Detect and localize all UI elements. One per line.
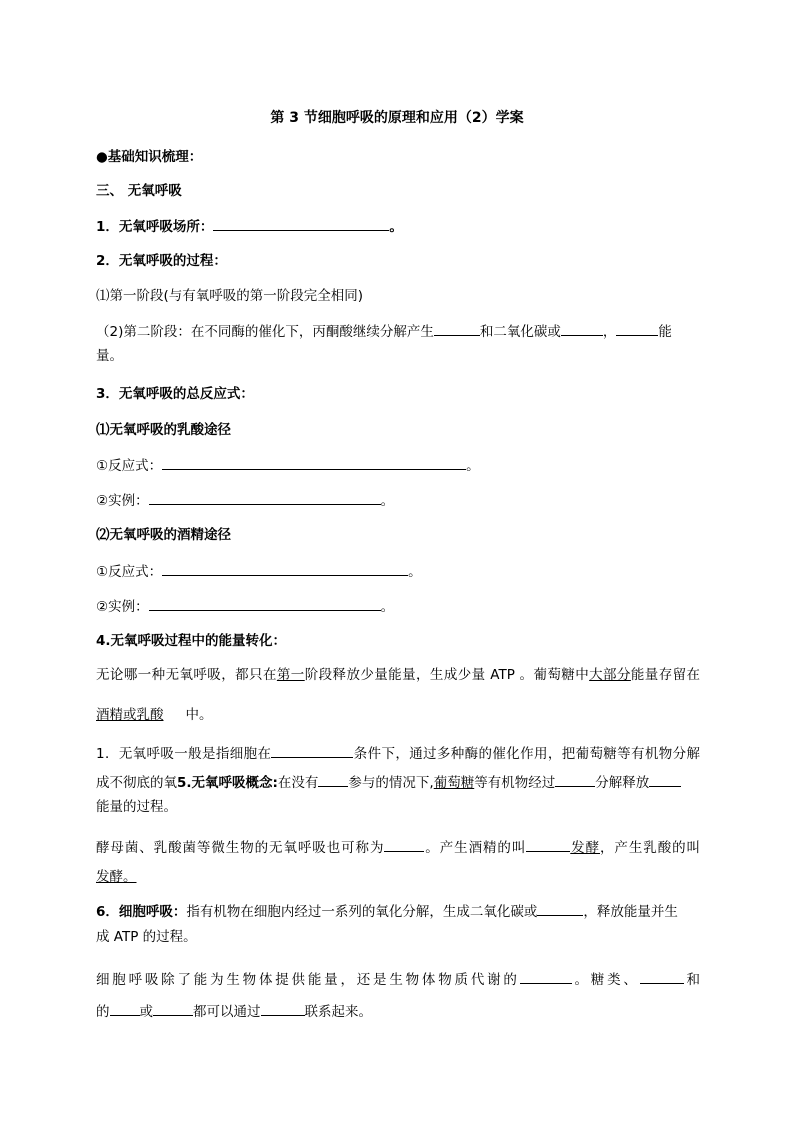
q3-lactic-example: ②实例： 。 xyxy=(96,490,700,511)
q7-blank-class[interactable] xyxy=(640,969,684,984)
q7-line1: 细胞呼吸除了能为生物体提供能量，还是生物体物质代谢的 。糖类、 和 xyxy=(96,969,700,990)
q2-stage2-line: （2)第二阶段：在不同酶的催化下，丙酮酸继续分解产生 和二氧化碳或 ， 能 xyxy=(96,321,700,342)
q1-label: 1．无氧呼吸场所： xyxy=(96,219,214,235)
section-heading: ●基础知识梳理： xyxy=(96,149,203,165)
q5-blank-condition[interactable] xyxy=(271,743,353,758)
page-title: 第 3 节细胞呼吸的原理和应用（2）学案 xyxy=(270,110,524,126)
q3-lactic-equation: ①反应式： 。 xyxy=(96,455,700,476)
part-three-heading: 三、 无氧呼吸 xyxy=(96,183,182,199)
q7-blank-3[interactable] xyxy=(261,1001,305,1016)
q3-lactic-heading: ⑴无氧呼吸的乳酸途径 xyxy=(96,422,231,438)
q4-paragraph-line1: 无论哪一种无氧呼吸，都只在第一阶段释放少量能量，生成少量 ATP 。葡萄糖中大部分能量存留在 xyxy=(96,667,701,683)
q5-blank-oxygen[interactable] xyxy=(318,772,348,787)
q3-alcohol-heading: ⑵无氧呼吸的酒精途径 xyxy=(96,527,231,543)
q7-line2: 的 或 都可以通过 联系起来。 xyxy=(96,1001,700,1022)
alcohol-example-blank[interactable] xyxy=(149,596,381,611)
q4-heading: 4.无氧呼吸过程中的能量转化： xyxy=(96,633,287,649)
q6-blank[interactable] xyxy=(537,901,583,916)
q2-blank-2[interactable] xyxy=(561,321,603,336)
lactic-equation-blank[interactable] xyxy=(162,455,466,470)
q5b-line2: 发酵。 xyxy=(96,869,137,885)
q5b-blank-ferment[interactable] xyxy=(384,837,424,852)
q1-line: 1．无氧呼吸场所： 。 xyxy=(96,216,700,237)
q7-blank-hub[interactable] xyxy=(520,969,572,984)
q2-stage2-cont: 量。 xyxy=(96,348,123,364)
q7-blank-2[interactable] xyxy=(153,1001,193,1016)
q5-blank-release[interactable] xyxy=(649,772,681,787)
alcohol-equation-blank[interactable] xyxy=(162,561,408,576)
q6-line1: 6．细胞呼吸：指有机物在细胞内经过一系列的氧化分解，生成二氧化碳或 ，释放能量并生 xyxy=(96,901,700,922)
q5-line1: 1．无氧呼吸一般是指细胞在 条件下，通过多种酶的催化作用，把葡萄糖等有机物分解 xyxy=(96,743,700,764)
q7-blank-1[interactable] xyxy=(110,1001,140,1016)
q2-blank-1[interactable] xyxy=(434,321,480,336)
q5-line3: 能量的过程。 xyxy=(96,799,177,815)
q2-blank-3[interactable] xyxy=(616,321,658,336)
q3-heading: 3．无氧呼吸的总反应式： xyxy=(96,386,254,402)
lactic-example-blank[interactable] xyxy=(149,490,381,505)
q5-line2: 成不彻底的氧5.无氧呼吸概念:在没有 参与的情况下,葡萄糖等有机物经过 分解释放 xyxy=(96,772,700,793)
q6-line2: 成 ATP 的过程。 xyxy=(96,929,197,945)
q3-alcohol-equation: ①反应式： 。 xyxy=(96,561,700,582)
q5-blank-decompose[interactable] xyxy=(555,772,595,787)
q4-paragraph-line2: 酒精或乳酸 中。 xyxy=(96,707,213,723)
q5b-line1: 酵母菌、乳酸菌等微生物的无氧呼吸也可称为 。产生酒精的叫 发酵，产生乳酸的叫 xyxy=(96,837,700,858)
q1-blank[interactable] xyxy=(213,216,389,231)
q3-alcohol-example: ②实例： 。 xyxy=(96,596,700,617)
q2-heading: 2．无氧呼吸的过程： xyxy=(96,253,227,269)
q5b-blank-alcohol[interactable] xyxy=(526,837,570,852)
q2-stage1: ⑴第一阶段(与有氧呼吸的第一阶段完全相同) xyxy=(96,288,364,304)
